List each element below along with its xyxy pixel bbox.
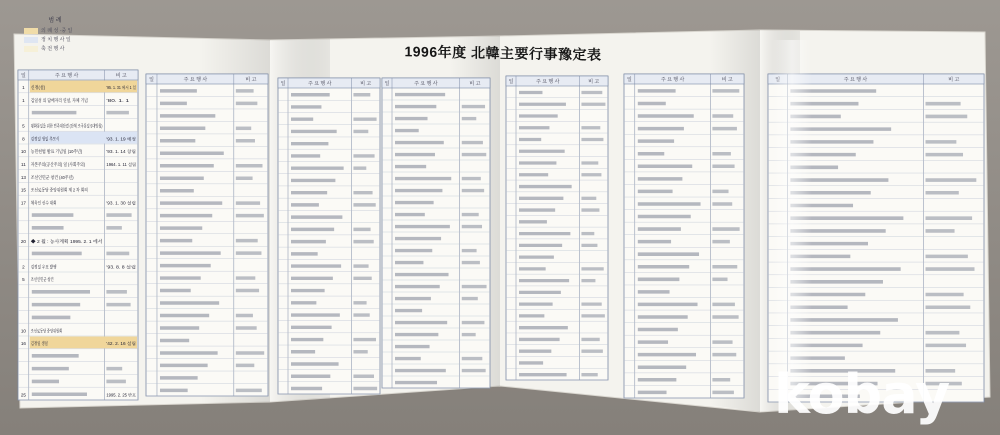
legend-swatch: [24, 28, 38, 34]
cell-note: 1995. 2. 25 반포: [106, 392, 137, 398]
legend-item: [24, 45, 84, 54]
cell-date: 15: [20, 187, 26, 193]
kobay-watermark: kobay: [774, 363, 950, 426]
cell-event: 김정일 생일: [30, 341, 55, 347]
header-event-label: 주 요 행 사: [535, 79, 560, 85]
legend-swatch: [24, 37, 38, 43]
header-note-label: 비 고: [721, 77, 733, 83]
cell-event: 김일성 의 담배자리 연설, 자체 기념: [30, 98, 101, 104]
table-panel: [624, 74, 744, 398]
cell-event: 조선로동당 중앙위원회 제 2 차 회의: [30, 187, 102, 193]
legend-label: 축 전 행 사: [41, 46, 65, 52]
legend-label: 정 치 행 사 일: [41, 37, 71, 43]
cell-event: 체육인 선수 대회: [30, 200, 65, 206]
header-event-label: 주 요 행 사: [660, 77, 685, 83]
header-date-label: 일: [626, 77, 632, 83]
cell-date: 1: [22, 85, 25, 91]
header-note-label: 비 고: [115, 73, 127, 79]
cell-event: 조선인민군 창건: [30, 277, 64, 283]
cell-note: '80. 1. 1: [106, 98, 131, 104]
cell-date: 10: [20, 328, 26, 334]
header-note-label: 비 고: [469, 81, 481, 87]
cell-note: '93. 1. 30 설립: [106, 200, 133, 206]
cell-note: 1964. 1. 11 설립: [106, 162, 136, 168]
legend-item: [24, 36, 84, 45]
header-date-label: 일: [384, 81, 390, 87]
header-event-label: 주 요 행 사: [307, 81, 332, 87]
cell-event: ◆ 2 월 : 농사계획 1995. 2. 1 에서: [30, 238, 99, 244]
legend-title: 범 례: [48, 18, 62, 24]
cell-note: '93. 1. 19 예정: [106, 136, 133, 142]
cell-date: 1: [22, 98, 25, 104]
legend-swatch: [24, 46, 38, 52]
header-event-label: 주 요 행 사: [54, 73, 79, 79]
header-date-label: 일: [20, 73, 26, 79]
header-event-label: 주 요 행 사: [414, 81, 438, 87]
table-panel: [506, 76, 608, 380]
table-panel: [146, 74, 268, 396]
cell-event: 평화통일을 위한 민족대단결 (단체 조국통일 5대방침): [30, 123, 136, 129]
table-panel: [382, 78, 490, 388]
header-note-label: 비 고: [588, 79, 600, 85]
cell-event: 농민헌법 발표 기념일 (10주년): [30, 149, 92, 155]
cell-note: '42. 2. 16 설립: [106, 341, 133, 347]
cell-date: 10: [20, 149, 26, 155]
cell-date: 2: [22, 264, 25, 270]
header-note-label: 비 고: [360, 81, 372, 87]
cell-date: 20: [20, 238, 26, 244]
cell-date: 5: [22, 277, 25, 283]
cell-event: 김정일 생일 추모식: [30, 136, 69, 142]
cell-note: '95. 1. 31 에서 1 일: [106, 85, 141, 91]
table-panel: [18, 70, 141, 400]
header-event-label: 주 요 행 사: [183, 77, 208, 83]
table-panel: [278, 78, 380, 394]
cell-date: 11: [21, 162, 26, 168]
cell-date: 25: [20, 392, 26, 398]
cell-date: 17: [20, 200, 26, 206]
header-event-label: 주 요 행 사: [843, 77, 868, 83]
cell-date: 5: [22, 123, 25, 129]
cell-note: '93. 8. 8 설립: [106, 264, 131, 270]
cell-date: 8: [22, 136, 25, 142]
header-note-label: 비 고: [948, 77, 960, 83]
cell-event: 신정(설): [30, 85, 48, 91]
header-date-label: 일: [508, 79, 514, 85]
cell-event: 자본주의(공산주의) 일 (사회주의): [30, 162, 98, 168]
cell-note: '93. 1. 14 창립: [106, 149, 133, 155]
legend-label: 의 례 성 ·중 일: [41, 28, 73, 34]
cell-date: 16: [20, 341, 26, 347]
legend: [0, 0, 100, 60]
legend-item: [24, 27, 84, 36]
document-title: 1996年度 北韓主要行事豫定表: [404, 43, 602, 63]
cell-date: 13: [20, 174, 26, 180]
header-date-label: 일: [149, 77, 154, 83]
cell-event: 조선로동당 중앙위원회: [30, 328, 77, 334]
cell-event: 김정일 우표 발행: [30, 264, 65, 270]
header-note-label: 비 고: [245, 77, 257, 83]
header-date-label: 일: [280, 81, 286, 87]
cell-event: 조선인민군 창건 (40주년): [30, 174, 82, 180]
glare: [772, 40, 812, 400]
